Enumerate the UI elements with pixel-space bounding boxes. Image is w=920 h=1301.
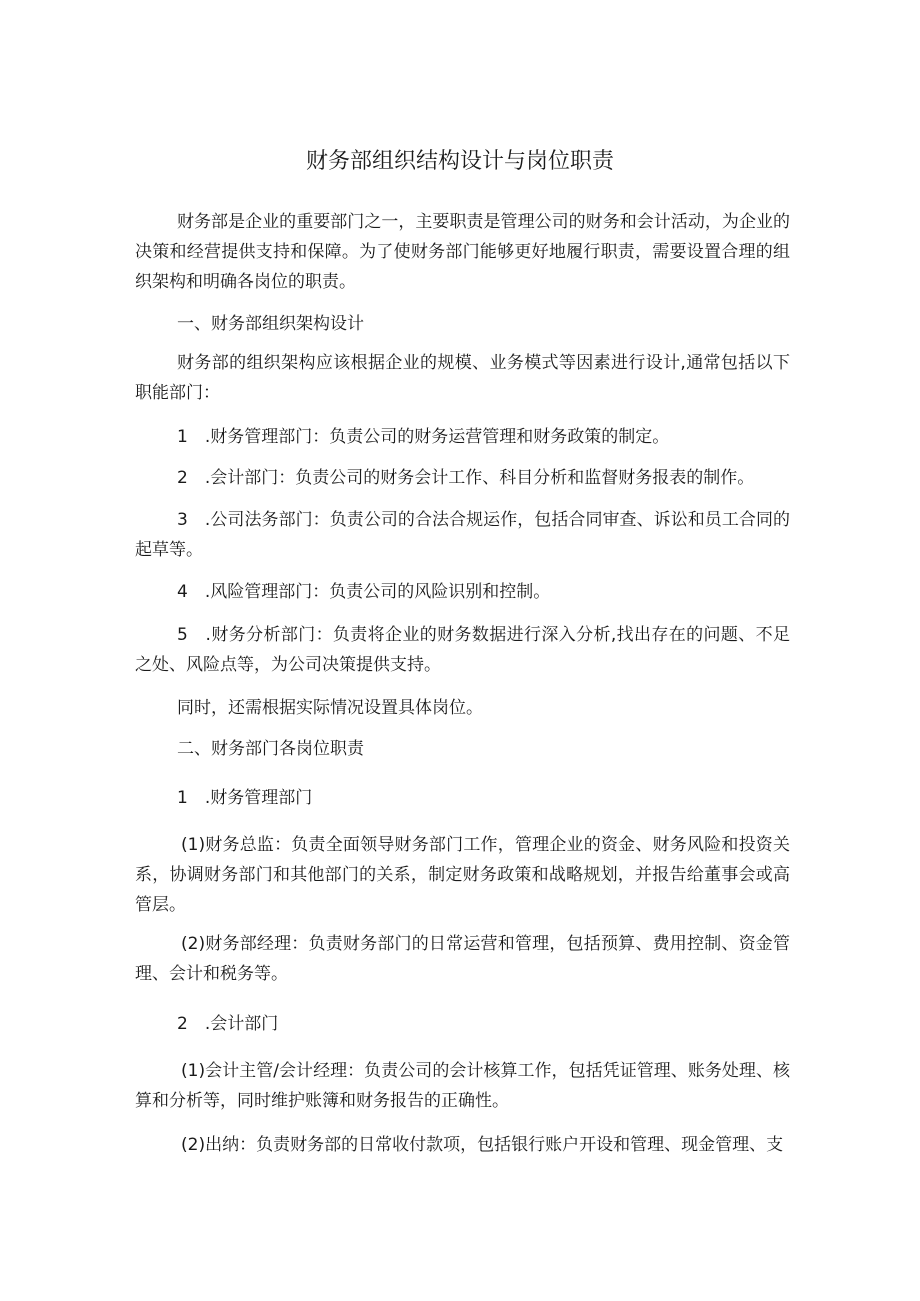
document-title: 财务部组织结构设计与岗位职责 [305, 148, 614, 174]
list-item-4: 4 .风险管理部门：负责公司的风险识别和控制。 [177, 582, 551, 602]
list-item-2: 2 .会计部门：负责公司的财务会计工作、科目分析和监督财务报表的制作。 [177, 468, 755, 488]
section-heading-1: 一、财务部组织架构设计 [177, 314, 364, 334]
role-accounting-manager: (1)会计主管/会计经理：负责公司的会计核算工作，包括凭证管理、账务处理、核算和分析等，同时维护账簿和财务报告的正确性。 [135, 1061, 790, 1111]
section-heading-2: 二、财务部门各岗位职责 [177, 739, 364, 759]
subsection-heading-1: 1 .财务管理部门 [177, 788, 313, 808]
role-cashier: (2)出纳：负责财务部的日常收付款项，包括银行账户开设和管理、现金管理、支 [181, 1135, 784, 1155]
paragraph-note: 同时，还需根据实际情况设置具体岗位。 [177, 698, 483, 718]
list-item-3: 3 .公司法务部门：负责公司的合法合规运作，包括合同审查、诉讼和员工合同的起草等。 [135, 510, 790, 560]
list-item-5: 5 .财务分析部门：负责将企业的财务数据进行深入分析,找出存在的问题、不足之处、风险点等，为公司决策提供支持。 [135, 625, 790, 675]
role-cfo: (1)财务总监：负责全面领导财务部门工作，管理企业的资金、财务风险和投资关系，协调财务部门和其他部门的关系，制定财务政策和战略规划，并报告给董事会或高管层。 [135, 835, 790, 915]
list-item-1: 1 .财务管理部门：负责公司的财务运营管理和财务政策的制定。 [177, 427, 670, 447]
subsection-heading-2: 2 .会计部门 [177, 1014, 279, 1034]
paragraph-structure: 财务部的组织架构应该根据企业的规模、业务模式等因素进行设计,通常包括以下职能部门： [135, 353, 790, 403]
intro-paragraph: 财务部是企业的重要部门之一，主要职责是管理公司的财务和会计活动，为企业的决策和经营提供支持和保障。为了使财务部门能够更好地履行职责，需要设置合理的组织架构和明确各岗位的职责。 [135, 212, 790, 292]
role-finance-manager: (2)财务部经理：负责财务部门的日常运营和管理，包括预算、费用控制、资金管理、会计和税务等。 [135, 934, 790, 984]
